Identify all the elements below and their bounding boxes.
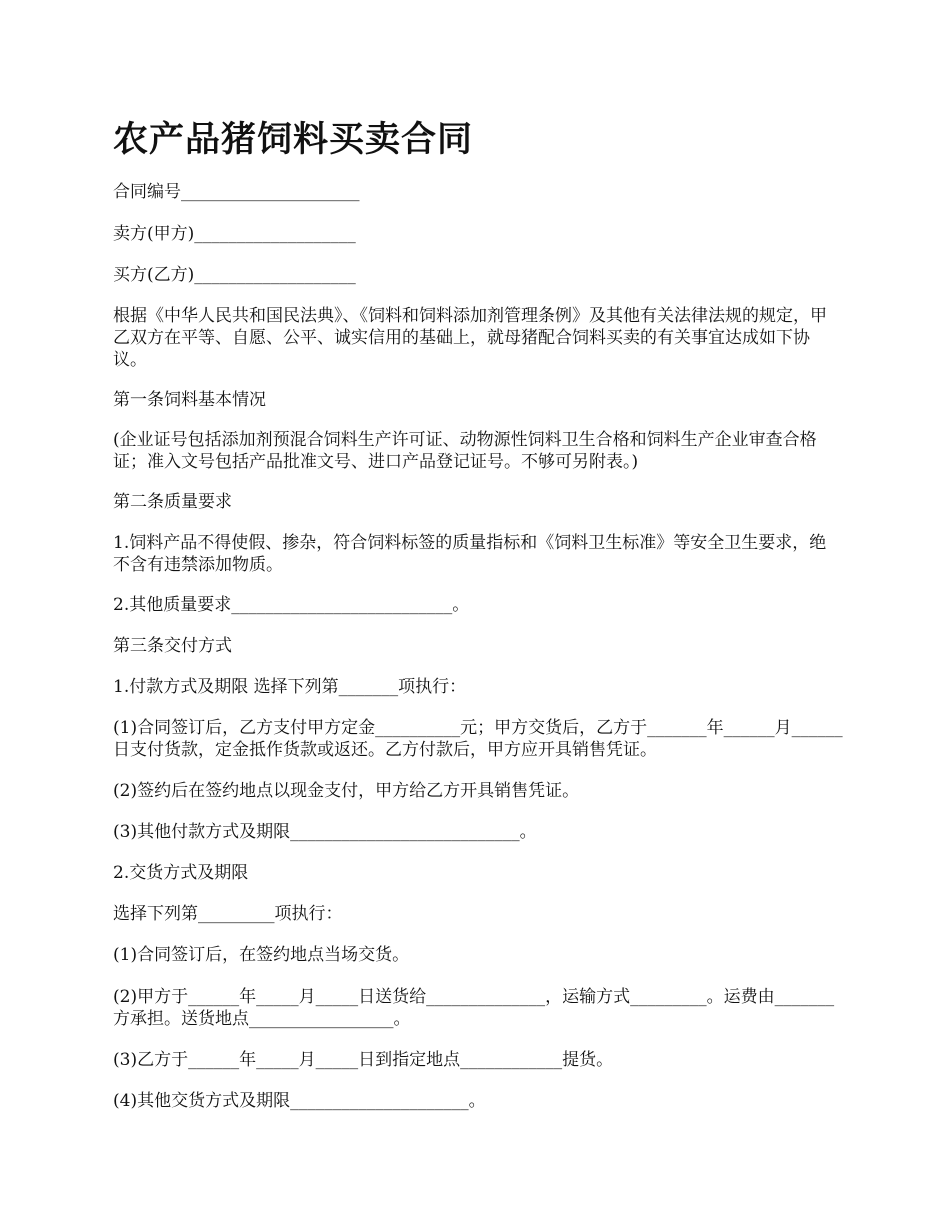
article-1-note: (企业证号包括添加剂预混合饲料生产许可证、动物源性饲料卫生合格和饲料生产企业审查合格证；准入文号包括产品批准文号、进口产品登记证号。不够可另附表。) — [113, 430, 817, 472]
payment-option-3: (3)其他付款方式及期限___________________________。 — [113, 822, 537, 842]
quality-clause-1: 1.饲料产品不得使假、掺杂，符合饲料标签的质量指标和《饲料卫生标准》等安全卫生要求，绝不含有违禁添加物质。 — [113, 533, 827, 575]
payment-option-2: (2)签约后在签约地点以现金支付，甲方给乙方开具销售凭证。 — [113, 781, 580, 801]
article-1-heading: 第一条饲料基本情况 — [113, 390, 266, 410]
seller-line: 卖方(甲方)___________________ — [113, 224, 356, 244]
payment-method-heading: 1.付款方式及期限 选择下列第_______项执行： — [113, 677, 467, 697]
delivery-option-4: (4)其他交货方式及期限_____________________。 — [113, 1091, 486, 1111]
delivery-option-1: (1)合同签订后，在签约地点当场交货。 — [113, 945, 410, 965]
quality-clause-2: 2.其他质量要求__________________________。 — [113, 595, 470, 615]
delivery-method-heading: 2.交货方式及期限 — [113, 863, 249, 883]
payment-option-1: (1)合同签订后，乙方支付甲方定金__________元；甲方交货后，乙方于_______年______月______日支付货款，定金抵作货款或返还。乙方付款后，甲方应开具销售凭证。 — [113, 718, 843, 760]
article-2-heading: 第二条质量要求 — [113, 492, 232, 512]
contract-number-line: 合同编号_____________________ — [113, 182, 360, 202]
article-3-heading: 第三条交付方式 — [113, 636, 232, 656]
preamble-paragraph: 根据《中华人民共和国民法典》、《饲料和饲料添加剂管理条例》及其他有关法律法规的规定，甲乙双方在平等、自愿、公平、诚实信用的基础上，就母猪配合饲料买卖的有关事宜达成如下协议。 — [113, 306, 827, 370]
document-title: 农产品猪饲料买卖合同 — [113, 119, 474, 160]
delivery-option-2: (2)甲方于______年_____月_____日送货给______________，运输方式_________。运费由_______方承担。送货地点_________________。 — [113, 987, 835, 1029]
delivery-option-3: (3)乙方于______年_____月_____日到指定地点____________提货。 — [113, 1050, 614, 1070]
buyer-line: 买方(乙方)___________________ — [113, 265, 356, 285]
delivery-select-line: 选择下列第_________项执行： — [113, 904, 343, 924]
